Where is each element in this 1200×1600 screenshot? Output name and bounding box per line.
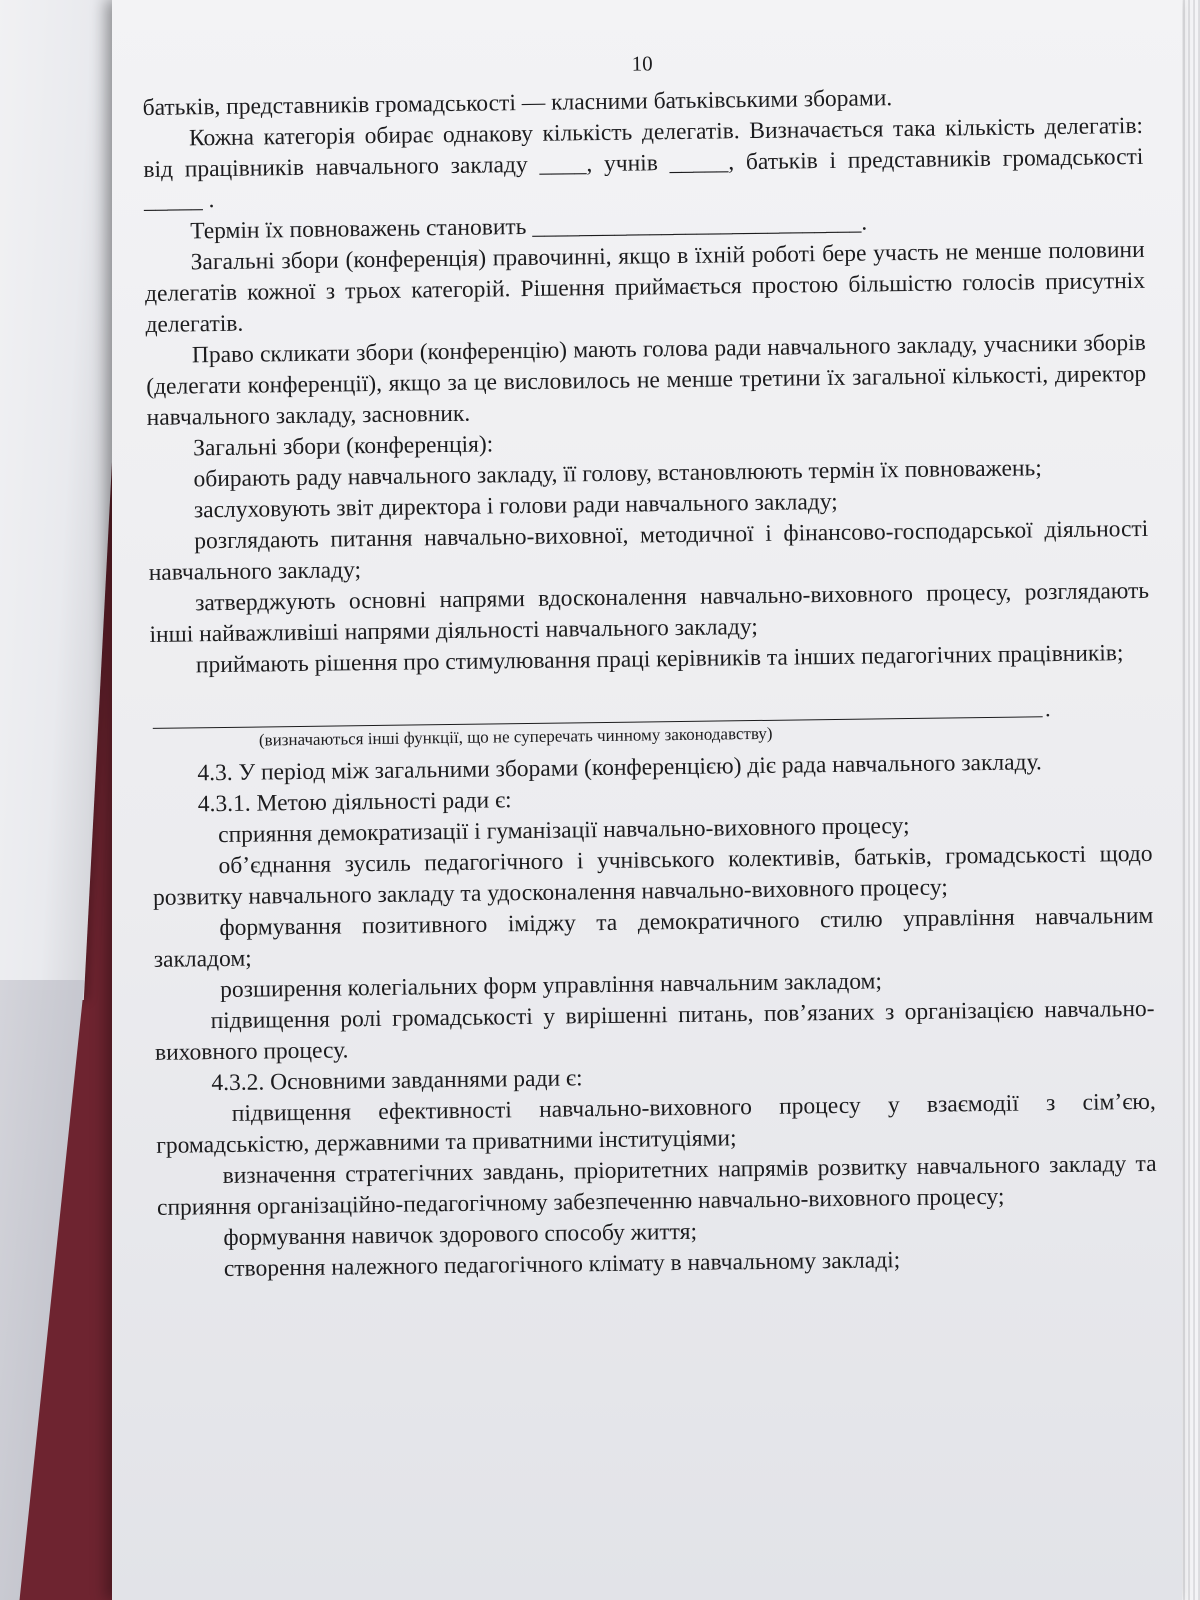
list-item: затверджують основні напрями вдосконалення навчально-виховного процесу, розглядають інші найважливіші напрями діяльності навчального закладу; [149, 577, 1150, 648]
list-item: об’єднання зусиль педагогічного і учнівського колективів, батьків, громадськості щодо розвитку навчального закладу та удосконалення навчально-виховного процесу; [152, 840, 1153, 911]
page-content [142, 45, 1158, 1286]
list-item: підвищення ефективності навчально-виховного процесу у взаємодії з сім’єю, громадськістю, державними та приватними інституціями; [156, 1088, 1156, 1159]
list-item: підвищення ролі громадськості у вирішенні питань, пов’язаних з організацією навчально-виховного процесу. [154, 995, 1155, 1066]
list-item: заслуховують звіт директора і голови ради навчального закладу; [193, 488, 838, 524]
page-number: 10 [631, 51, 653, 76]
list-item: формування навичок здорового способу життя; [223, 1218, 698, 1252]
section-paragraph: 4.3. У період між загальними зборами (конференцією) діє рада навчального закладу. [197, 749, 1042, 787]
paragraph: Кожна категорія обирає однакову кількість делегатів. Визначається така кількість делегатів: від працівників навчального закладу ____, учнів _____, батьків і представників громадськості _____ . [143, 112, 1144, 214]
list-item: формування позитивного іміджу та демократичного стилю управління навчальним закладом; [153, 902, 1154, 973]
footnote: (визначаються інші функції, що не суперечать чинному законодавству) [258, 723, 773, 750]
list-item: приймають рішення про стимулювання праці керівників та інших педагогічних працівників; [195, 640, 1124, 679]
paragraph: Термін їх повноважень становить ____________________________. [190, 209, 868, 245]
list-item: розширення колегіальних форм управління навчальним закладом; [220, 968, 883, 1004]
subsection-heading: 4.3.2. Основними завданнями ради є: [211, 1065, 583, 1097]
list-item: визначення стратегічних завдань, пріоритетних напрямів розвитку навчального закладу та сприяння організаційно-педагогічному забезпеченню навчально-виховного процесу; [156, 1150, 1157, 1221]
paragraph: Право скликати збори (конференцію) мають голова ради навчального закладу, учасники зборів (делегати конференції), якщо за це висловилось не менше третини їх загальної кількості, директор навчального закладу, засновник. [146, 329, 1147, 431]
list-item: розглядають питання навчально-виховної, методичної і фінансово-господарської діяльності навчального закладу; [148, 515, 1149, 586]
list-item: сприяння демократизації і гуманізації навчально-виховного процесу; [218, 813, 910, 849]
blank-line-period: . [1044, 696, 1051, 722]
subsection-heading: 4.3.1. Метою діяльності ради є: [197, 787, 512, 818]
list-heading: Загальні збори (конференція): [192, 431, 494, 462]
list-item: обирають раду навчального закладу, її голову, встановлюють термін їх повноважень; [193, 455, 1042, 493]
document-page [112, 0, 1182, 1600]
paragraph: Загальні збори (конференція) правочинні, якщо в їхній роботі бере участь не менше половини делегатів кожної з трьох категорій. Рішення приймається простою більшістю голосів присутніх делегатів. [144, 236, 1146, 338]
paragraph: батьків, представників громадськості — класними батьківськими зборами. [142, 85, 893, 121]
list-item: створення належного педагогічного клімату в навчальному закладі; [223, 1247, 901, 1283]
left-page-lower-edge [0, 980, 85, 1600]
